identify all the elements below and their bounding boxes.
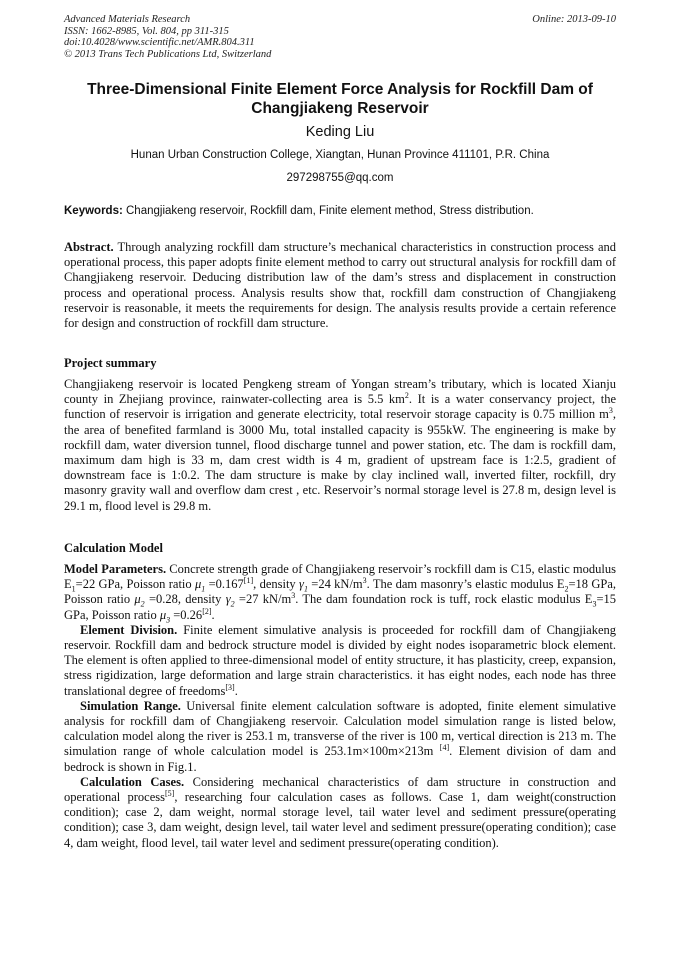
mu-symbol: $\mu_1$ bbox=[194, 577, 206, 594]
mp-text: . The dam masonry’s elastic modulus E bbox=[366, 577, 565, 592]
element-division-paragraph bbox=[64, 623, 616, 699]
calculation-cases-label: Calculation Cases. bbox=[80, 774, 185, 789]
sr-text: Universal finite element calculation software is adopted, finite element simulative analysis for rockfill dam of Changjiakeng reservoir. Calculation model simulation range is listed below, calculation model along the river is 253.1 m, transverse of the river is 100 m, vertical direction is 213 m. The simulation range of whole calculation model is 253.1m×100m×213m bbox=[64, 698, 616, 759]
simulation-range-paragraph bbox=[64, 699, 616, 775]
ps-text-1: Changjiakeng reservoir is located Pengkeng stream of Yongan stream’s tributary, which is located Xianju county in Zhejiang province, rainwater-collecting area is 5.5 km bbox=[64, 377, 616, 407]
copyright-line: © 2013 Trans Tech Publications Ltd, Switzerland bbox=[64, 48, 272, 60]
ref-citation: [2] bbox=[202, 606, 212, 616]
gamma-symbol: $\gamma_2$ bbox=[225, 592, 235, 609]
mu-symbol: $\mu_2$ bbox=[134, 592, 145, 609]
keywords bbox=[64, 205, 616, 217]
mp-text: =24 kN/m bbox=[307, 577, 363, 592]
cc-text: , researching four calculation cases as follows. Case 1, dam weight(construction condition); case 2, dam weight, normal storage level, tail water level and sediment pressure(operating condition); case 3, dam weight, design level, tail water level and sediment pressure(operating condition); case 4, dam weight, flood level, tail water level and sediment pressure(operating condition). bbox=[64, 790, 616, 850]
calculation-cases-paragraph bbox=[64, 775, 616, 851]
abstract-text: Through analyzing rockfill dam structure’s mechanical characteristics in construction process and operational process, this paper adopts finite element method to carry out structural analysis for rockfill dam of Changjiakeng reservoir. Deducing distribution law of the dam’s stress and displacement in construction process and operational process. Analysis results show that, rockfill dam construction of Changjiakeng reservoir is reasonable, it meets the requirements for design. The analysis results provide a certain reference for design and construction of rockfill dam structure. bbox=[64, 240, 617, 331]
ref-citation: [3] bbox=[225, 682, 235, 692]
gamma-symbol: $\gamma_1$ bbox=[299, 577, 308, 594]
ref-citation: [5] bbox=[164, 788, 175, 798]
mu-symbol: $\mu_3$ bbox=[159, 607, 171, 625]
ed-text: . bbox=[234, 683, 238, 698]
mp-text: =15 GPa, Poisson ratio bbox=[64, 592, 616, 622]
ps-text-3: , the area of benefited farmland is 3000 Mu, total installed capacity is 955kW. The engineering is make by rockfill dam, water diversion tunnel, flood discharge tunnel and power station, etc. The dam is rockfill dam, maximum dam high is 33 m, dam crest width is 4 m, gradient of upstream face is 1:2.5, gradient of downstream face is 1:0.2. The dam structure is make by clay inclined wall, inverted filter, rockfill, dry masonry gravity wall and overflow dam crest , etc. Reservoir’s normal storage level is 27.8 m, design level is 29.1 m, flood level is 29.8 m. bbox=[64, 407, 616, 513]
ps-text-2: . It is a water conservancy project, the function of reservoir is irrigation and generate electricity, total reservoir storage capacity is 0.75 million m bbox=[64, 392, 616, 422]
journal-name: Advanced Materials Research bbox=[64, 14, 191, 25]
mp-text: , density bbox=[253, 577, 300, 592]
author-affiliation: Hunan Urban Construction College, Xiangtan, Hunan Province 411101, P.R. China bbox=[130, 149, 550, 161]
calculation-model-body bbox=[64, 562, 616, 851]
doi-line: doi:10.4028/www.scientific.net/AMR.804.311 bbox=[64, 37, 255, 48]
mp-text: . bbox=[211, 607, 215, 622]
cc-text: Considering mechanical characteristics of dam structure in construction and operational process bbox=[64, 774, 616, 805]
journal-header bbox=[64, 14, 616, 60]
mp-text: =22 GPa, Poisson ratio bbox=[75, 577, 195, 592]
paper-title: Three-Dimensional Finite Element Force Analysis for Rockfill Dam of Changjiakeng Reservoir bbox=[87, 81, 593, 117]
abstract-label: Abstract. bbox=[64, 240, 114, 254]
ed-text: Finite element simulative analysis is proceeded for rockfill dam of Changjiakeng reservoir. Rockfill dam and bedrock structure model is divided by eight nodes isoparametric block element. The element is often applied to three-dimensional model of entity structure, it has plasticity, creep, expansion, stress rigidization, large deformation and large strain characteristics. it has eight nodes, each node has three translational degree of freedoms bbox=[64, 622, 617, 698]
model-parameters-paragraph: Model Parameters. Concrete strength grade of Changjiakeng reservoir’s rockfill dam is C15, elastic modulus $E_1=22$ GPa, Poisson ratio $\mu_1 =0.167[1]$, density $\gamma_1 =24$ $kN/m^3$. The dam masonry’s elastic modulus $E_2=18$ GPa, Poisson ratio $\mu_2 =0.28$, density $\gamma_2 =27$ $kN/m^3$. The dam foundation rock is tuff, rock elastic modulus $E_3=15$ GPa, Poisson ratio $\mu_3 =0.26[2]$. bbox=[64, 562, 617, 625]
section-heading-project-summary: Project summary bbox=[64, 356, 157, 370]
issn-line: ISSN: 1662-8985, Vol. 804, pp 311-315 bbox=[64, 25, 229, 37]
sr-text: . Element division of dam and bedrock is shown in Fig.1. bbox=[64, 744, 617, 774]
keywords-label: Keywords: bbox=[64, 205, 123, 217]
abstract bbox=[64, 240, 616, 331]
mp-text: =0.28, density bbox=[144, 592, 226, 607]
keywords-text: Changjiakeng reservoir, Rockfill dam, Finite element method, Stress distribution. bbox=[126, 205, 534, 217]
author-name: Keding Liu bbox=[305, 124, 375, 140]
mp-text: =18 GPa, Poisson ratio bbox=[64, 577, 617, 607]
online-date: Online: 2013-09-10 bbox=[532, 14, 616, 25]
project-summary-paragraph: Changjiakeng reservoir is located Pengkeng stream of Yongan stream’s tributary, which is located Xianju county in Zhejiang province, rainwater-collecting area is 5.5 $km^2$. It is a water conservancy project, the function of reservoir is irrigation and generate electricity, total reservoir storage capacity is 0.75 million $m^3$, the area of benefited farmland is 3000 Mu, total installed capacity is 955kW. The engineering is make by rockfill dam, water diversion tunnel, flood discharge tunnel and power station, etc. The dam is rockfill dam, maximum dam high is 33 m, dam crest width is 4 m, gradient of upstream face is 1:2.5, gradient of downstream face is 1:0.2. The dam structure is make by clay inclined wall, inverted filter, rockfill, dry masonry gravity wall and overflow dam crest , etc. Reservoir’s normal storage level is 27.8 m, design level is 29.1 m, flood level is 29.8 m. bbox=[64, 377, 616, 513]
model-parameters-label: Model Parameters. bbox=[64, 562, 167, 576]
mp-text: =27 kN/m bbox=[234, 592, 292, 607]
element-division-label: Element Division. bbox=[80, 622, 178, 637]
mp-text: =0.167 bbox=[205, 577, 244, 592]
ref-citation: [4] bbox=[439, 743, 450, 753]
mp-text: Concrete strength grade of Changjiakeng reservoir’s rockfill dam is C15, elastic modulus E bbox=[64, 562, 616, 592]
author-email: 297298755@qq.com bbox=[286, 172, 394, 184]
section-heading-calculation-model: Calculation Model bbox=[64, 541, 163, 555]
mp-text: =0.26 bbox=[170, 607, 203, 622]
simulation-range-label: Simulation Range. bbox=[80, 698, 181, 713]
mp-text: . The dam foundation rock is tuff, rock elastic modulus E bbox=[295, 592, 593, 607]
ref-citation: [1] bbox=[243, 576, 254, 586]
